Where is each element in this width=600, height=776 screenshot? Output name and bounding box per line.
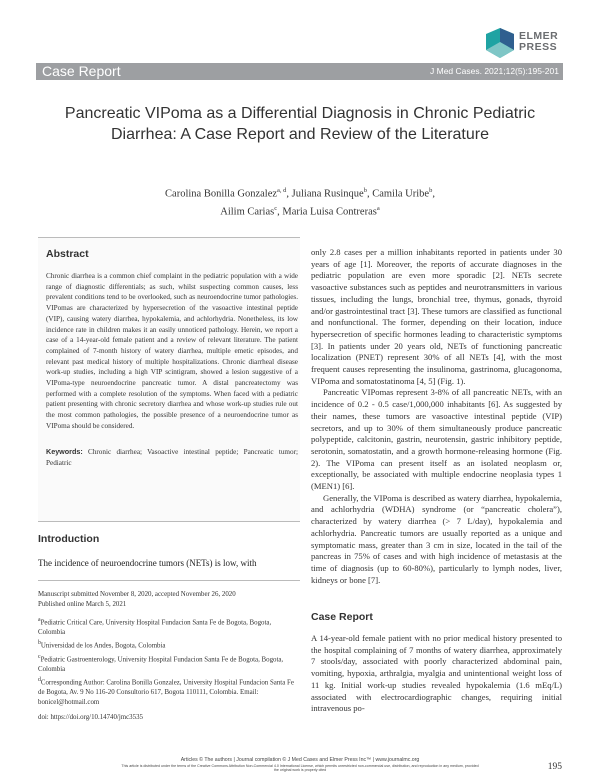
body-paragraph: Pancreatic VIPomas represent 3-8% of all pancreatic NETs, with an incidence of 0.2 - 0.5 case/1,000,000 inhabitants [6]. As suggested by their names, these tumors are vasoactive intestinal peptide (VIP) secretors, and up to 30% of them simultaneously produce pancreatic polypeptide, calcitonin, gastrin, neurotensin, gastric inhibitory peptide, serotonin, somatostatin, and a growth hormone-releasing hormone (Fig. 2). The VIPoma can present itself as an isolated neoplasm or, exceptionally, be associated with multiple endocrine neoplasia types 1 (MEN1) [6]. (311, 387, 562, 492)
introduction-heading: Introduction (38, 533, 100, 545)
affiliation-note (38, 652, 300, 675)
author-affiliation-sup: a (376, 204, 380, 212)
affiliation-text: Corresponding Author: Carolina Bonilla Gonzalez, University Hospital Fundacion Santa Fe de Bogota, Av. 9 No 116-20 Consultorio 617, Bogota 110111, Colombia. Email: bonicel@hotmail.com (38, 679, 294, 707)
article-title: Pancreatic VIPoma as a Differential Diagnosis in Chronic Pediatric Diarrhea: A Case Report and Review of the Literature (64, 105, 536, 143)
case-report-heading: Case Report (311, 611, 373, 623)
abstract-heading: Abstract (46, 248, 89, 260)
affiliation-note (38, 638, 300, 651)
author-name: Maria Luisa Contreras (282, 206, 377, 217)
affiliation-sup: b (38, 640, 41, 647)
introduction-text: The incidence of neuroendocrine tumors (NETs) is low, with (38, 558, 257, 568)
footer-copyright: Articles © The authors | Journal compilation © J Med Cases and Elmer Press Inc™ | www.journalmc.org (180, 757, 420, 763)
footnotes (38, 580, 300, 723)
author-name: Juliana Rusinque (291, 188, 364, 200)
doi-link[interactable]: doi: https://doi.org/10.14740/jmc3535 (38, 714, 143, 722)
footer-license: This article is distributed under the terms of the Creative Commons Attribution Non-Commercial 4.0 International License, which permits unrestricted non-commercial use, distribution, and reproduction in any medium, provided the original work is properly cited (121, 764, 479, 773)
author-name: Camila Uribe (372, 188, 430, 200)
body-paragraph: Generally, the VIPoma is described as watery diarrhea, hypokalemia, and achlorhydria (WDHA) syndrome (or “pancreatic cholera”), characterized by watery diarrhea (> 7 L/day), hypokalemia and achlorhydria. Pancreatic tumors are usually reported as a unique and symptomatic mass, greater than 3 cm in size, located in the tail of the pancreas in 75% of cases and with high incidence of metastasis at the time of diagnosis (up to 60-80%), particularly to lymph nodes, liver, kidneys or bone [7]. (311, 492, 562, 585)
affiliation-text: Universidad de los Andes, Bogota, Colombia (40, 642, 166, 650)
affiliations (38, 615, 300, 708)
submitted-date: Manuscript submitted November 8, 2020, accepted November 26, 2020 (38, 591, 236, 598)
author-name: Ailim Carias (220, 206, 275, 217)
author-list (60, 184, 540, 219)
keywords-text: Chronic diarrhea; Vasoactive intestinal peptide; Pancreatic tumor; Pediatric (46, 448, 298, 467)
abstract-text: Chronic diarrhea is a common chief complaint in the pediatric population with a wide range of diagnostic differentials; as such, whilst suspecting common causes, less prevalent conditions tend to be overlooked, such as neuroendocrine tumor pathologies. VIPomas are characterized by hypersecretion of the vasoactive intestinal peptide (VIP), causing watery diarrhea, hypokalemia, and achlorhydria. Nonetheless, its low incidence rate in children makes it an easily unnoticed pathology. Herein, we report a case of a 14-year-old female patient and a review of relevant literature. The patient complained of 7-month history of watery diarrhea, multiple emetic episodes, and relevant past medical history of multiple hospitalizations. Chronic diarrheal disease work-up studies, including a high VIP scintigram, showed a lesion suggestive of a VIPoma-type neuroendocrine pancreatic tumor. A distal pancreatectomy was performed with a complete resolution of the symptoms. When faced with a pediatric patient presenting with chronic secretory diarrhea and whose work-up studies rule out the most common pathologies, the possible presence of a neuroendocrine tumor as VIPoma should be considered. (46, 272, 298, 430)
affiliation-sup: d (38, 676, 41, 683)
keywords-label: Keywords: (46, 447, 83, 456)
affiliation-text: Pediatric Gastroenterology, University Hospital Fundacion Santa Fe de Bogota, Bogota, Colombia (38, 655, 284, 673)
page-number: 195 (547, 762, 562, 772)
affiliation-note (38, 675, 300, 708)
affiliation-sup: c (38, 653, 41, 660)
author-name: Carolina Bonilla Gonzalez (165, 188, 278, 200)
author-affiliation-sup: b (429, 187, 433, 194)
author-line-1 (60, 184, 540, 202)
keywords (46, 447, 298, 468)
header-banner (36, 63, 563, 80)
published-date: Published online March 5, 2021 (38, 601, 127, 608)
author-affiliation-sup: c (274, 204, 278, 212)
author-affiliation-sup: a, d (277, 187, 287, 194)
author-separator: , (432, 188, 435, 200)
body-paragraph: only 2.8 cases per a million inhabitants reported in patients under 30 years of age [1]. Moreover, the reports of accurate diagnoses in the pediatric population are even more sporadic [2]. NETs secrete vasoactive substances such as peptides and neurotransmitters in various tissues, including the lungs, bronchial tree, thymus, gonads, thyroid and/or gastrointestinal tract [3]. These tumors are classified as functional and nonfunctional. The former, depending on their location, induce hypersecretion of specific hormones leading to characteristic symptoms [3]. In patients under 20 years old, NETs of functioning pancreatic localization (PNET) represent 30% of all NETs [4], with the most frequent causes representing the insulinoma, gastrinoma, glucagonoma, VIPoma and somatostatinoma [4, 5] (Fig. 1). (311, 247, 562, 386)
author-line-2 (60, 202, 540, 220)
author-separator: , (277, 206, 283, 217)
journal-citation: J Med Cases. 2021;12(5):195-201 (430, 66, 559, 76)
body-right-column (311, 247, 562, 586)
author-separator: , (366, 188, 373, 200)
section-label: Case Report (42, 63, 121, 79)
publisher-name: ELMER PRESS (519, 30, 559, 53)
affiliation-note (38, 615, 300, 638)
case-report-text: A 14-year-old female patient with no prior medical history presented to the hospital complaining of 7 months of watery diarrhea, approximately 7 stools/day, associated with poorly characterized abdominal pain, vomiting, hypoxia, arthralgia, myalgia and unintentional weight loss of 11 kg. Initial work-up studies revealed hypokalemia (1.6 mEq/L) associated with electrocardiographic changes, requiring initial intravenous po- (311, 633, 562, 714)
abstract-box (38, 237, 300, 522)
author-separator: , (286, 188, 292, 200)
author-affiliation-sup: b (363, 187, 367, 194)
affiliation-sup: a (38, 617, 41, 623)
affiliation-text: Pediatric Critical Care, University Hospital Fundacion Santa Fe de Bogota, Bogota, Colombia (38, 619, 272, 637)
